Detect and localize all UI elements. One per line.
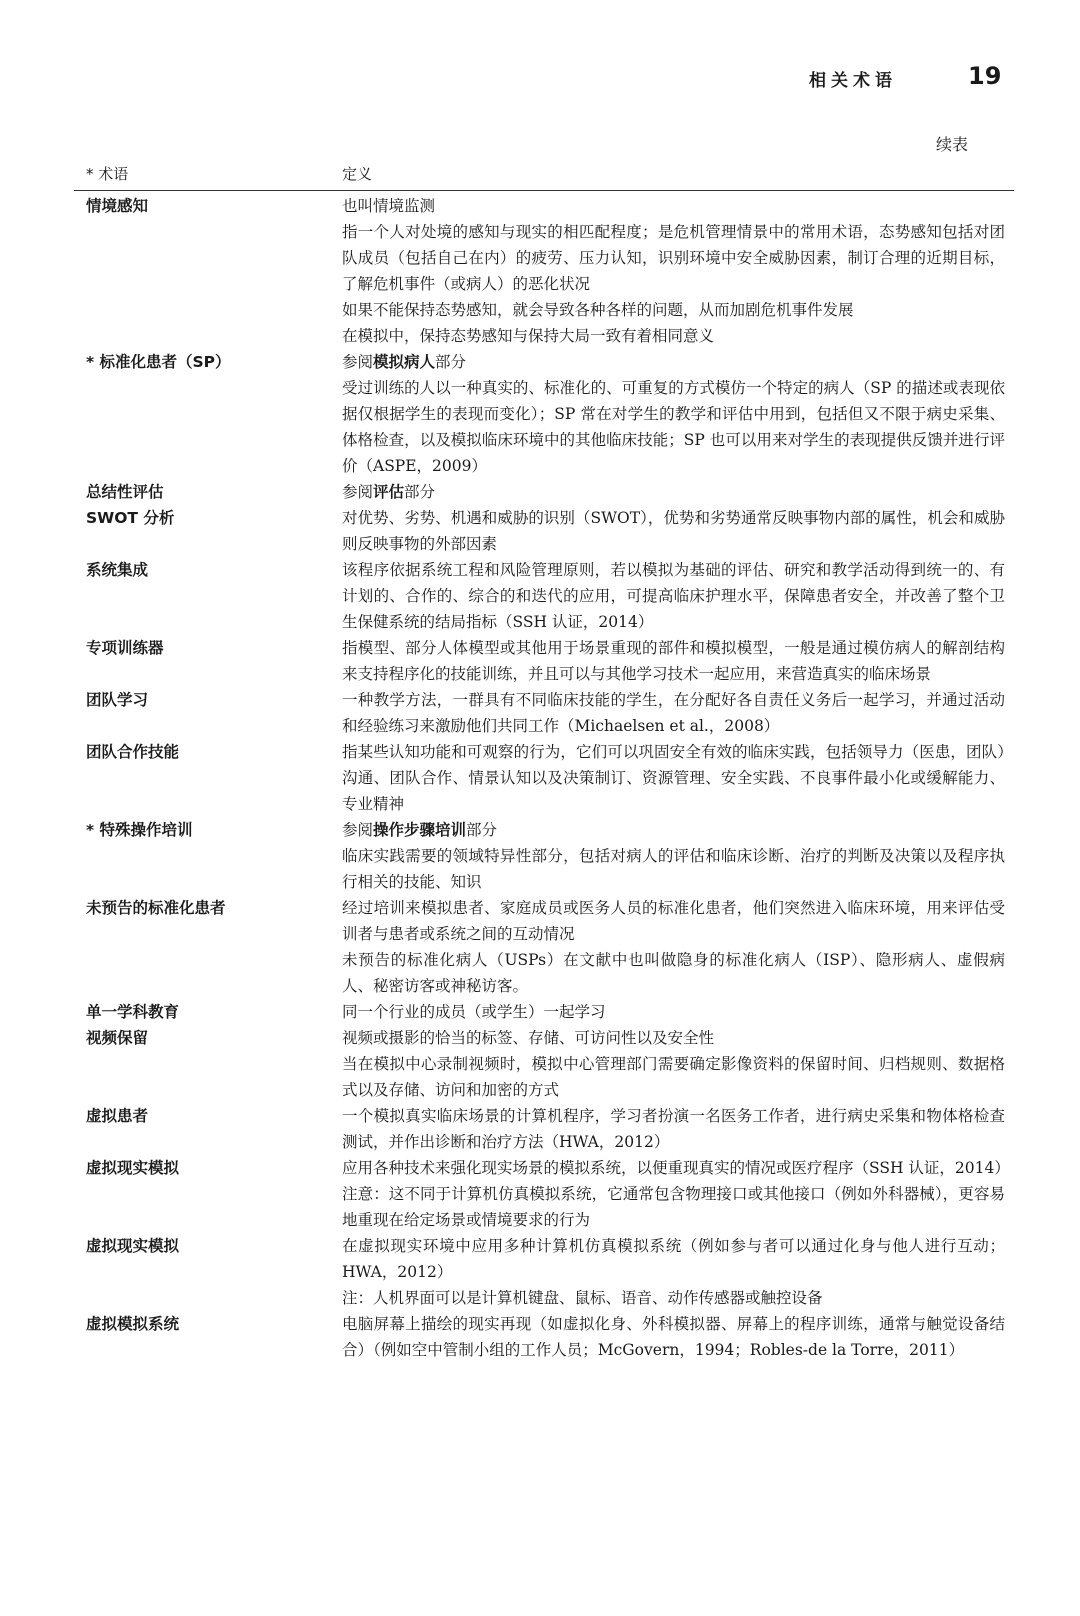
definition-paragraph: 指某些认知功能和可观察的行为，它们可以巩固安全有效的临床实践，包括领导力（医患，团队）沟通、团队合作、情景认知以及决策制订、资源管理、安全实践、不良事件最小化或缓解能力、专业精神 [342,743,1005,813]
continued-label: 续表 [936,135,969,154]
cross-reference-prefix: 参阅 [342,353,374,371]
term-cell: 虚拟现实模拟 [86,1159,180,1177]
definition-cell [342,505,1005,557]
table-row [86,999,1014,1025]
cross-reference [342,479,1005,505]
definition-paragraph: 指模型、部分人体模型或其他用于场景重现的部件和模拟模型，一般是通过模仿病人的解剖结构来支持程序化的技能训练，并且可以与其他学习技术一起应用，来营造真实的临床场景 [342,639,1005,683]
table-header [86,163,1014,189]
definition-paragraph: 电脑屏幕上描绘的现实再现（如虚拟化身、外科模拟器、屏幕上的程序训练，通常与触觉设备结合）（例如空中管制小组的工作人员；McGovern，1994；Robles-de la Torre，2011） [342,1315,1005,1359]
definition-paragraph: 当在模拟中心录制视频时，模拟中心管理部门需要确定影像资料的保留时间、归档规则、数据格式以及存储、访问和加密的方式 [342,1055,1005,1099]
term-cell: 情境感知 [86,197,149,215]
term-cell: 未预告的标准化患者 [86,899,226,917]
definition-paragraph: 视频或摄影的恰当的标签、存储、可访问性以及安全性 [342,1029,715,1047]
cross-reference-suffix: 部分 [466,821,498,839]
definition-cell [342,895,1005,999]
definition-paragraph: 在虚拟现实环境中应用多种计算机仿真模拟系统（例如参与者可以通过化身与他人进行互动；HWA，2012） [342,1237,1005,1281]
definition-paragraph: 未预告的标准化病人（USPs）在文献中也叫做隐身的标准化病人（ISP）、隐形病人、虚假病人、秘密访客或神秘访客。 [342,951,1005,995]
definition-paragraph: 注：人机界面可以是计算机键盘、鼠标、语音、动作传感器或触控设备 [342,1289,823,1307]
table-row [86,479,1014,505]
term-cell: 专项训练器 [86,639,164,657]
cross-reference [342,817,1005,843]
term-cell: 虚拟模拟系统 [86,1315,180,1333]
term-cell: 团队合作技能 [86,743,180,761]
definition-cell [342,739,1005,817]
table-row [86,687,1014,739]
definition-paragraph: 该程序依据系统工程和风险管理原则，若以模拟为基础的评估、研究和教学活动得到统一的、有计划的、合作的、综合的和迭代的应用，可提高临床护理水平，保障患者安全，并改善了整个卫生保健系统的结局指标（SSH 认证，2014） [342,561,1005,631]
definition-cell [342,999,1005,1025]
definition-cell [342,1311,1005,1363]
cross-reference-prefix: 参阅 [342,483,374,501]
definition-paragraph: 临床实践需要的领域特异性部分，包括对病人的评估和临床诊断、治疗的判断及决策以及程序执行相关的技能、知识 [342,847,1005,891]
cross-reference-term: 操作步骤培训 [373,821,467,839]
table-row [86,1103,1014,1155]
definition-cell [342,635,1005,687]
term-cell: 总结性评估 [86,483,164,501]
definition-paragraph: 经过培训来模拟患者、家庭成员或医务人员的标准化患者，他们突然进入临床环境，用来评估受训者与患者或系统之间的互动情况 [342,899,1005,943]
definition-paragraph: 如果不能保持态势感知，就会导致各种各样的问题，从而加剧危机事件发展 [342,301,854,319]
term-cell: 系统集成 [86,561,149,579]
column-header-definition: 定义 [342,165,373,183]
table-row [86,1155,1014,1233]
definition-cell [342,1103,1005,1155]
table-row [86,1025,1014,1103]
cross-reference-suffix: 部分 [435,353,467,371]
definition-paragraph: 注意：这不同于计算机仿真模拟系统，它通常包含物理接口或其他接口（例如外科器械），更容易地重现在给定场景或情境要求的行为 [342,1185,1005,1229]
column-header-term: * 术语 [86,165,129,183]
cross-reference-prefix: 参阅 [342,821,374,839]
glossary-table-body [86,193,1014,1363]
table-row [86,193,1014,349]
definition-paragraph: 指一个人对处境的感知与现实的相匹配程度；是危机管理情景中的常用术语，态势感知包括对团队成员（包括自己在内）的疲劳、压力认知，识别环境中安全威胁因素，制订合理的近期目标，了解危机事件（或病人）的恶化状况 [342,223,1005,293]
cross-reference [342,349,1005,375]
header-divider [74,190,1014,191]
definition-cell [342,1025,1005,1103]
cross-reference-term: 评估 [373,483,405,501]
definition-paragraph: 一种教学方法，一群具有不同临床技能的学生，在分配好各自责任义务后一起学习，并通过活动和经验练习来激励他们共同工作（Michaelsen et al.，2008） [342,691,1005,735]
definition-cell [342,817,1005,895]
definition-cell [342,1155,1010,1233]
term-cell: 虚拟患者 [86,1107,149,1125]
term-cell: 单一学科教育 [86,1003,180,1021]
definition-cell [342,479,1005,505]
table-row [86,557,1014,635]
definition-paragraph: 一个模拟真实临床场景的计算机程序，学习者扮演一名医务工作者，进行病史采集和物体格检查测试，并作出诊断和治疗方法（HWA，2012） [342,1107,1005,1151]
definition-paragraph: 同一个行业的成员（或学生）一起学习 [342,1003,606,1021]
term-cell: * 特殊操作培训 [86,821,193,839]
definition-cell [342,1233,1005,1311]
table-row [86,895,1014,999]
definition-paragraph: 对优势、劣势、机遇和威胁的识别（SWOT），优势和劣势通常反映事物内部的属性，机会和威胁则反映事物的外部因素 [342,509,1005,553]
cross-reference-suffix: 部分 [404,483,436,501]
term-cell: 团队学习 [86,691,149,709]
table-row [86,349,1014,479]
table-row [86,1311,1014,1363]
table-row [86,739,1014,817]
definition-cell [342,193,1005,349]
term-cell: 视频保留 [86,1029,149,1047]
cross-reference-term: 模拟病人 [373,353,436,371]
definition-cell [342,349,1005,479]
page-number: 19 [968,62,1002,90]
definition-cell [342,687,1005,739]
term-cell: SWOT 分析 [86,509,175,527]
definition-paragraph: 应用各种技术来强化现实场景的模拟系统，以便重现真实的情况或医疗程序（SSH 认证，2014） [342,1159,1010,1177]
term-cell: * 标准化患者（SP） [86,353,231,371]
table-row [86,1233,1014,1311]
table-row [86,505,1014,557]
definition-cell [342,557,1005,635]
definition-paragraph: 在模拟中，保持态势感知与保持大局一致有着相同意义 [342,327,715,345]
definition-paragraph: 受过训练的人以一种真实的、标准化的、可重复的方式模仿一个特定的病人（SP 的描述或表现依据仅根据学生的表现而变化）；SP 常在对学生的教学和评估中用到，包括但又不限于病史采集、体格检查，以及模拟临床环境中的其他临床技能；SP 也可以用来对学生的表现提供反馈并进行评价（ASPE，2009） [342,379,1005,475]
term-cell: 虚拟现实模拟 [86,1237,180,1255]
table-row [86,817,1014,895]
definition-paragraph: 也叫情境监测 [342,197,436,215]
section-title: 相关术语 [809,71,897,91]
table-row [86,635,1014,687]
